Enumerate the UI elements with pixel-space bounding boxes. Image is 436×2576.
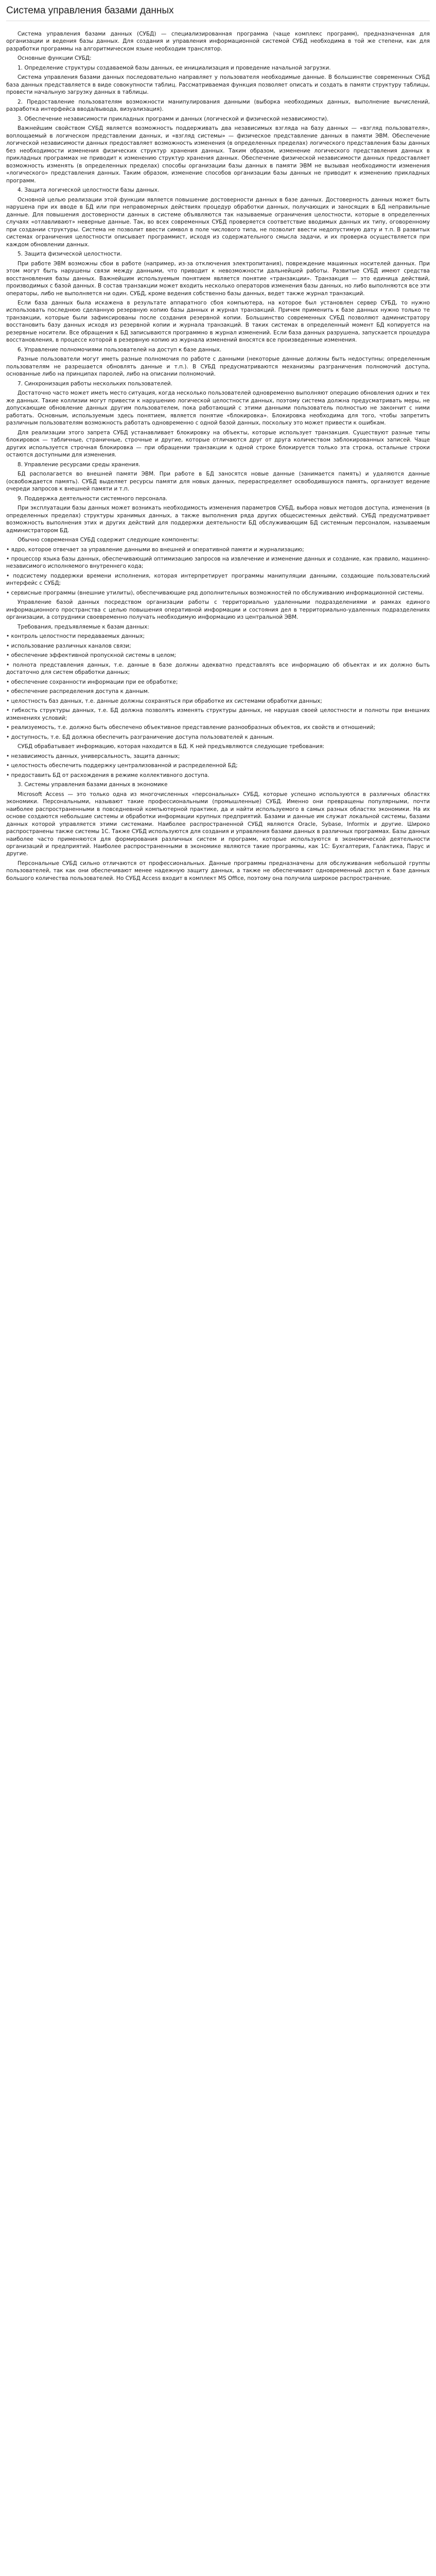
article-paragraph: 3. Обеспечение независимости прикладных программ и данных (логической и физической независимости). [18, 115, 329, 122]
article-paragraph: При работе ЭВМ возможны сбои в работе (например, из-за отключения электропитания), повреждение машинных носителей данных. При этом могут быть нарушены связи между данными, что приводит к невозможности дальнейшей работы. Развитые СУБД имеют средства восстановления базы данных. Важнейшим используемым понятием является понятие «транзакции». Транзакция — это единица действий, производимых с базой данных. В состав транзакции может входить несколько операторов изменения базы данных, но либо выполняются все эти операторы, либо не выполняется ни один. СУБД, кроме ведения собственно базы данных, ведет также журнал транзакций. [6, 260, 430, 297]
article-paragraph: БД располагается во внешней памяти ЭВМ. При работе в БД заносятся новые данные (занимается память) и удаляются данные (освобождается память). СУБД выделяет ресурсы памяти для новых данных, перераспределяет освободившуюся память, организует ведение очереди запросов к внешней памяти и т.п. [6, 471, 430, 493]
list-item: • реализуемость, т.е. должно быть обеспечено объективное представление разнообразных объектов, их свойств и отношений; [6, 724, 375, 731]
list-item: • ядро, которое отвечает за управление данными во внешней и оперативной памяти и журнализацию; [6, 546, 304, 553]
article-paragraph: 2. Предоставление пользователям возможности манипулирования данными (выборка необходимых данных, выполнение вычислений, разработка интерфейса ввода/вывода, визуализация). [6, 98, 430, 113]
article-paragraph: Важнейшим свойством СУБД является возможность поддерживать два независимых взгляда на базу данных — «взгляд пользователя», воплощаемый в логическом представлении данных, и «взгляд системы» — физическое представление данных в памяти ЭВМ. Обеспечение логической независимости данных предоставляет возможность изменения (в определенных пределах) логического представления базы данных без необходимости изменения физических структур хранения данных. Таким образом, изменение логического представления данных в прикладных программах не приводит к изменению структур хранения данных. Обеспечение физической независимости данных предоставляет возможность изменять (в определенных пределах) способы организации базы данных в памяти ЭВМ не вызывая необходимости изменения «логического» представления данных. Таким образом, изменение способов организации базы данных не приводит к изменению прикладных программ. [6, 125, 430, 184]
list-item: • обеспечение распределения доступа к данным. [6, 688, 150, 695]
page [0, 0, 436, 896]
article-body [6, 30, 430, 882]
article-paragraph: 6. Управление полномочиями пользователей на доступ к базе данных. [18, 346, 222, 353]
article-paragraph: Система управления базами данных (СУБД) — специализированная программа (чаще комплекс программ), предназначенная для организации и ведения базы данных. Для создания и управления информационной системой СУБД необходима в той же степени, как для разработки программы на алгоритмическом языке необходим транслятор. [6, 31, 430, 52]
list-item: • полнота представления данных, т.е. данные в базе должны адекватно представлять все информацию об объектах и их должно быть достаточно для систем обработки данных; [6, 662, 430, 676]
list-item: • сервисные программы (внешние утилиты), обеспечивающие ряд дополнительных возможностей по обслуживанию информационной системы. [6, 589, 424, 596]
article-paragraph: 3. Системы управления базами данных в экономике [18, 782, 168, 788]
page-title [6, 5, 430, 16]
list-item: • использование различных каналов связи; [6, 642, 131, 649]
article-paragraph: Обычно современная СУБД содержит следующие компоненты: [18, 537, 199, 544]
article-paragraph: При эксплуатации базы данных может возникать необходимость изменения параметров СУБД, выбора новых методов доступа, изменения (в определенных пределах) структуры хранимых данных, а также выполнения ряда других общесистемных действий. СУБД предусматривает возможность выполнения этих и других действий для поддержки деятельности БД обслуживающим БД системным персоналом, называемым администратором БД. [6, 505, 430, 534]
article-paragraph: Для реализации этого запрета СУБД устанавливает блокировку на объекты, которые использует транзакция. Существуют разные типы блокировок — табличные, страничные, строчные и другие, которые отличаются друг от друга количеством заблокированных записей. Чаще других используется строчная блокировка — при обращении транзакции к одной строке блокируется только эта строка, остальные строки остаются доступными для изменения. [6, 429, 430, 459]
article-paragraph: 1. Определение структуры создаваемой базы данных, ее инициализация и проведение начальной загрузки. [18, 64, 331, 71]
article-paragraph: Microsoft Access — это только одна из многочисленных «персональных» СУБД, которые успешно используются в различных областях экономики. Персональными, называют такие профессиональными (промышленные) СУБД. Именно они превращены популярными, почти наиболее распространенными в повседневной компьютерной практике, да и найти используемого в самых разных областях экономики. На их основе создаются небольшие системы и обработки информации крупных предприятий. Базами и данные им служат локальной системы, базами данных которой управляется этими системами. Наиболее распространенной СУБД являются Oracle, Sybase, Informix и другие. Широко распространены также системы 1С. Также СУБД используются для создания и управления базами данных в различных программах. Базы данных наиболее часто применяются для формирования различных систем и программ, которые используются в экономической деятельности организаций и предприятий. Наиболее распространенными в экономике являются такие программы, как 1С: Бухгалтерия, Галактика, Парус и другие. [6, 791, 430, 857]
list-item: • целостность баз данных, т.е. данные должны сохраняться при обработке их системами обработки данных; [6, 698, 322, 704]
list-item: • независимость данных, универсальность, защита данных; [6, 753, 180, 759]
article-paragraph: Управление базой данных посредством организации работы с территориально удаленными подразделениями и рамках единого информационного пространства с целью повышения оперативной информации и состояния дел в территориально-удаленных подразделениях организации, а сотрудники своевременно получать необходимую информацию из центральной ЭВМ. [6, 599, 430, 621]
list-item: • процессор языка базы данных, обеспечивающий оптимизацию запросов на извлечение и изменение данных и создание, как правило, машинно-независимого исполняемого внутреннего кода; [6, 556, 430, 570]
list-item: • доступность, т.е. БД должна обеспечить разграничение доступа пользователей к данным. [6, 734, 274, 740]
article-paragraph: Разные пользователи могут иметь разные полномочия по работе с данными (некоторые данные должны быть недоступны; определенным пользователям не разрешается обновлять данные и т.п.). В СУБД предусматриваются механизмы разграничения полномочий доступа, основанные либо на принципах паролей, либо на описании полномочий. [6, 356, 430, 378]
article-paragraph: 9. Поддержка деятельности системного персонала. [18, 495, 168, 502]
article-paragraph: Система управления базами данных последовательно направляет у пользователя необходимые данные. В большинстве современных СУБД база данных представляется в виде совокупности таблиц. Рассматриваемая функция позволяет описать и создать в памяти структуру таблицы, провести начальную загрузку данных в таблицы. [6, 74, 430, 96]
article-paragraph: Требования, предъявляемые к базам данных: [18, 623, 149, 630]
article-paragraph: Основные функции СУБД: [18, 55, 92, 62]
article-paragraph: 8. Управление ресурсами среды хранения. [18, 461, 141, 468]
article-paragraph: Основной целью реализации этой функции является повышение достоверности данных в базе данных. Достоверность данных может быть нарушена при их вводе в БД или при неправомерных действиях процедур обработки данных, получающих и заносящих в БД неправильные данные. Для повышения достоверности данных в системе объявляются так называемые ограничения целостности, которые в определенных случаях «отлавливают» неверные данные. Так, во всех современных СУБД проверяется соответствие вводимых данных их типу, оговоренному при создании структуры. Система не позволит ввести символ в поле числового типа, не позволит ввести недопустимую дату и т.п. В развитых системах ограничения целостности описывает программист, исходя из содержательного смысла задачи, и их проверка осуществляется при каждом обновлении данных. [6, 196, 430, 248]
list-item: • гибкость структуры данных, т.е. БД должна позволять изменять структуры данных, не нарушая своей целостности и полноты при внешних изменениях условий; [6, 707, 430, 721]
article-paragraph: 7. Синхронизация работы нескольких пользователей. [18, 380, 172, 387]
list-item: • обеспечение эффективной пропускной системы в целом; [6, 652, 177, 659]
article-paragraph: СУБД обрабатывает информацию, которая находится в БД. К ней предъявляются следующие требования: [18, 743, 325, 750]
article-paragraph: 4. Защита логической целостности базы данных. [18, 187, 160, 194]
list-item: • контроль целостности передаваемых данных; [6, 633, 145, 640]
list-item: • подсистему поддержки времени исполнения, которая интерпретирует программы манипуляции данными, создающие пользовательский интерфейс с СУБД; [6, 572, 430, 587]
article-paragraph: 5. Защита физической целостности. [18, 251, 122, 258]
article-paragraph: Персональные СУБД сильно отличаются от профессиональных. Данные программы предназначены для обслуживания небольшой группы пользователей, так как они обеспечивают менее надежную защиту данных, а также не обеспечивают одновременный доступ к базе данных большого количества пользователей. Но СУБД Access входит в комплект MS Office, поэтому она получила широкое распространение. [6, 860, 430, 882]
list-item: • целостность обеспечить поддержку централизованной и распределенной БД; [6, 762, 238, 769]
list-item: • обеспечение сохранности информации при ее обработке; [6, 679, 178, 685]
page-title-link[interactable]: Система управления базами данных [6, 5, 174, 16]
article-paragraph: Достаточно часто может иметь место ситуация, когда несколько пользователей одновременно выполняют операцию обновления одних и тех же данных. Такие коллизии могут привести к нарушению логической целостности данных, поэтому система должна предусматривать меры, не допускающие обновление данных другим пользователем, пока работающий с этими данными пользователь полностью не закончит с ними работать. Основным, используемым здесь понятием, является понятие «блокировка». Блокировка необходима для того, чтобы запретить различным пользователям возможность работать одновременно с одной базой данных, поскольку это может привести к ошибкам. [6, 390, 430, 427]
list-item: • предоставить БД от расхождения в режиме коллективного доступа. [6, 772, 210, 778]
article-paragraph: Если база данных была искажена в результате аппаратного сбоя компьютера, на которое был установлен сервер СУБД, то нужно использовать последнюю сделанную резервную копию базы данных и журнал транзакций. Причем применить к базе данных нужно только те транзакции, которые были зафиксированы после создания резервной копии. Большинство современных СУБД позволяют администратору восстановить базу данных исходя из резервной копии и журнала транзакций. В таких системах в определенный момент БД копируется на резервные носители. Все обращения к БД записываются программно в журнал изменений. Если база данных разрушена, запускается процедура восстановления, в процессе которой в резервную копию из журнала изменений вносятся все произведенные изменения. [6, 299, 430, 344]
